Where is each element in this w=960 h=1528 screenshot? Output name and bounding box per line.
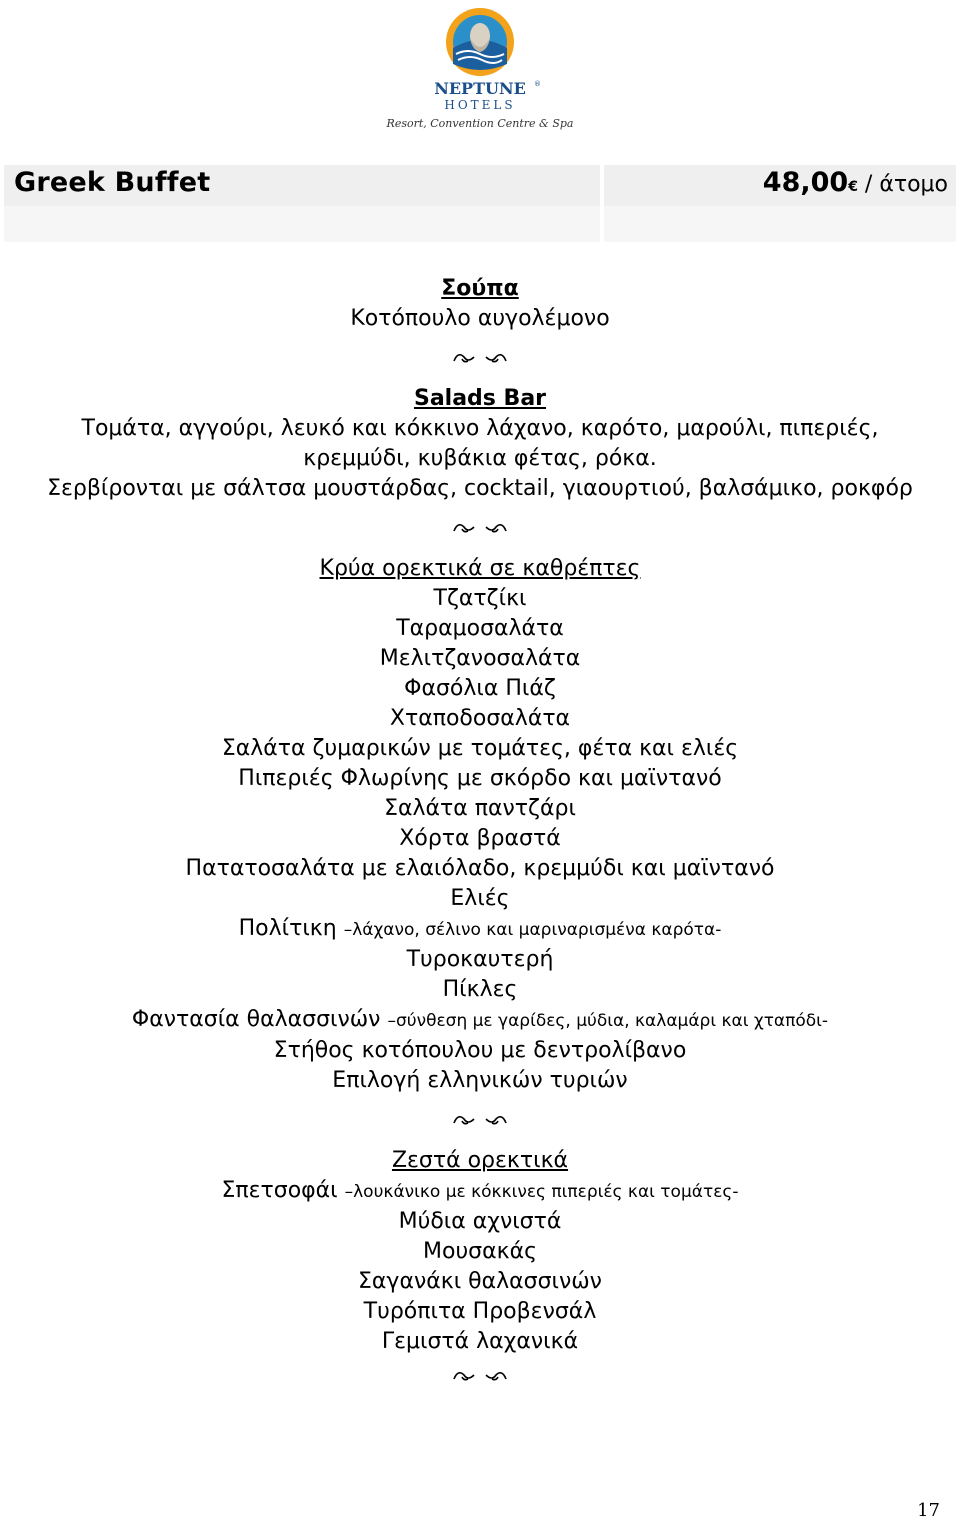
menu-item [0,704,960,734]
menu-item [0,1207,960,1237]
item-note: –σύνθεση με γαρίδες, μύδια, καλαμάρι και χταπόδι- [387,1011,829,1031]
item-name: Γεμιστά λαχανικά [381,1329,579,1354]
item-name: Μελιτζανοσαλάτα [379,646,581,671]
currency-symbol: € [848,179,858,195]
menu-item [0,975,960,1005]
item-name: Χταποδοσαλάτα [389,706,571,731]
item-name: Τζατζίκι [433,586,527,611]
menu-item [0,945,960,975]
menu-item [0,1066,960,1096]
salads-line: Τομάτα, αγγούρι, λευκό και κόκκινο λάχανο, καρότο, μαρούλι, πιπεριές, [81,416,879,441]
item-name: Στήθος κοτόπουλου με δεντρολίβανο [273,1038,687,1063]
scroll-flourish-icon [450,519,510,539]
buffet-title: Greek Buffet [14,167,211,198]
menu-item [0,1036,960,1066]
item-name: Πιπεριές Φλωρίνης με σκόρδο και μαϊντανό [238,766,722,791]
item-name: Επιλογή ελληνικών τυριών [332,1068,628,1093]
scroll-flourish-icon [450,1367,510,1387]
item-note: –λάχανο, σέλινο και μαριναρισμένα καρότα- [343,920,722,940]
header-band-lower-right [604,206,956,242]
menu-item [0,854,960,884]
item-name: Πίκλες [442,977,518,1002]
scroll-flourish-icon [450,349,510,369]
item-name: Τυροκαυτερή [406,947,554,972]
item-note: –λουκάνικο με κόκκινες πιπεριές και τομάτες- [344,1182,739,1202]
item-name: Χόρτα βραστά [399,826,561,851]
section-title-soup: Σούπα [441,276,519,301]
ornament-divider [0,1357,960,1397]
item-name: Φαντασία θαλασσινών [131,1007,388,1032]
price-unit: / άτομο [857,172,948,197]
section-title-hot: Ζεστά ορεκτικά [391,1148,569,1173]
menu-item [0,1297,960,1327]
logo-hotels: HOTELS [444,98,516,112]
menu-item [0,614,960,644]
menu-item [0,734,960,764]
item-name: Ταραμοσαλάτα [396,616,564,641]
menu-item [0,1237,960,1267]
scroll-flourish-icon [450,1111,510,1131]
menu-item: Κοτόπουλο αυγολέμονο [350,306,610,331]
item-name: Σπετσοφάι [221,1178,345,1203]
menu-item [0,1176,960,1207]
header-band-lower-left [4,206,600,242]
menu-item [0,644,960,674]
menu-item [0,1005,960,1036]
salads-line: κρεμμύδι, κυβάκια φέτας, ρόκα. [303,446,657,471]
menu-item [0,884,960,914]
menu-item [0,584,960,614]
menu-item [0,914,960,945]
item-name: Φασόλια Πιάζ [404,676,556,701]
logo-emblem [446,8,514,76]
price-value: 48,00 [762,167,849,198]
buffet-price [763,167,948,198]
hotel-logo [384,2,576,134]
menu-item [0,824,960,854]
item-name: Μύδια αχνιστά [398,1209,562,1234]
logo-brand: NEPTUNE [434,79,526,98]
menu-item [0,794,960,824]
menu-item [0,1327,960,1357]
item-name: Τυρόπιτα Προβενσάλ [363,1299,597,1324]
section-title-cold: Κρύα ορεκτικά σε καθρέπτες [319,556,641,581]
salads-line: Σερβίρονται με σάλτσα μουστάρδας, cocktail, γιαουρτιού, βαλσάμικο, ροκφόρ [47,476,913,501]
item-name: Σαλάτα παντζάρι [384,796,576,821]
item-name: Μουσακάς [423,1239,537,1264]
item-name: Πατατοσαλάτα με ελαιόλαδο, κρεμμύδι και μαϊντανό [185,856,775,881]
menu-item [0,674,960,704]
menu-item [0,1267,960,1297]
item-name: Ελιές [450,886,510,911]
section-title-salads: Salads Bar [413,386,547,411]
ornament-divider [0,334,960,384]
page-number: 17 [917,1500,940,1521]
item-name: Σαλάτα ζυμαρικών με τομάτες, φέτα και ελιές [221,736,739,761]
ornament-divider [0,1096,960,1146]
item-name: Πολίτικη [238,916,344,941]
menu-item [0,764,960,794]
menu-body [0,274,960,1397]
logo-registered: ® [534,80,541,88]
ornament-divider [0,504,960,554]
item-name: Σαγανάκι θαλασσινών [358,1269,602,1294]
logo-tagline: Resort, Convention Centre & Spa [386,117,574,130]
